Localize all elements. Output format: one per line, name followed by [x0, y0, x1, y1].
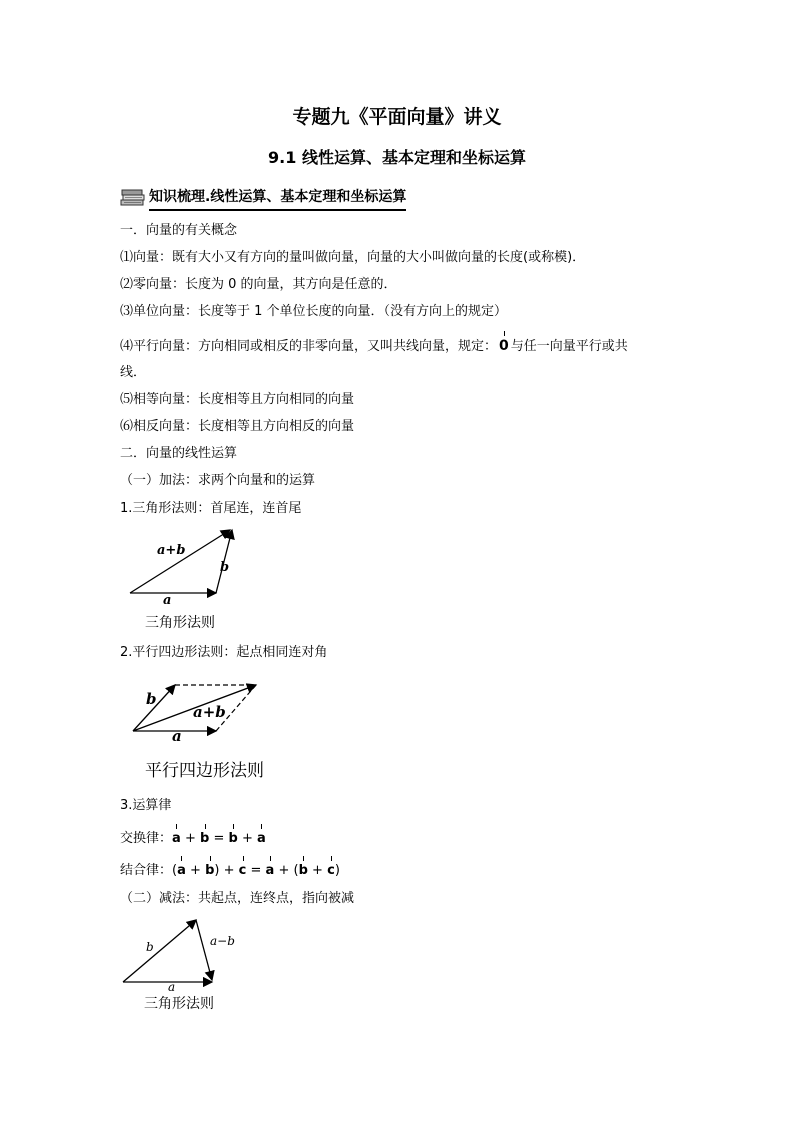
- books-icon: [120, 189, 146, 207]
- concept-unit-vector: ⑶单位向量：长度等于 1 个单位长度的向量．（没有方向上的规定）: [120, 304, 508, 319]
- var-a: a: [177, 863, 186, 878]
- var-c: c: [238, 863, 247, 878]
- concept-zero-vector: ⑵零向量：长度为 0 的向量，其方向是任意的．: [120, 277, 397, 292]
- op-lparen: (: [293, 863, 299, 878]
- op-rparen: ): [334, 863, 340, 878]
- parallel-text-b: 与任一向量平行或共: [510, 339, 628, 354]
- op-lparen: (: [172, 863, 178, 878]
- subtraction-figure: [118, 914, 228, 990]
- part1-heading: 一．向量的有关概念: [120, 223, 238, 238]
- var-b: b: [228, 831, 238, 846]
- var-a: a: [172, 831, 181, 846]
- subtraction-heading: （二）减法：共起点，连终点，指向被减: [120, 891, 355, 906]
- op-plus: +: [241, 831, 253, 846]
- op-eq: =: [250, 863, 262, 878]
- triangle-rule-figure: [120, 520, 260, 612]
- commutative-label: 交换律：: [120, 831, 173, 846]
- concept-parallel-cont: 线．: [120, 365, 147, 380]
- fig1-label-b: b: [220, 560, 230, 575]
- part2-heading: 二．向量的线性运算: [120, 446, 238, 461]
- knowledge-section-label: 知识梳理.线性运算、基本定理和坐标运算: [149, 186, 406, 211]
- section-subtitle: 9.1 线性运算、基本定理和坐标运算: [268, 148, 526, 167]
- var-b: b: [298, 863, 308, 878]
- op-plus: +: [223, 863, 235, 878]
- fig1-caption: 三角形法则: [145, 615, 215, 631]
- var-b: b: [199, 831, 210, 846]
- associative-law: [120, 862, 340, 880]
- vector-diff-arrow: [196, 920, 212, 980]
- op-plus: +: [278, 863, 290, 878]
- concept-equal-vector: ⑸相等向量：长度相等且方向相同的向量: [120, 392, 355, 407]
- vector-sum-arrow: [130, 530, 230, 593]
- fig2-label-b: b: [146, 690, 157, 708]
- addition-heading: （一）加法：求两个向量和的运算: [120, 473, 316, 488]
- laws-heading: 3.运算律: [120, 798, 172, 813]
- triangle-rule-text: 1.三角形法则：首尾连，连首尾: [120, 501, 302, 516]
- concept-opposite-vector: ⑹相反向量：长度相等且方向相反的向量: [120, 419, 355, 434]
- var-a: a: [256, 831, 266, 846]
- var-c: c: [327, 863, 335, 878]
- fig2-label-a: a: [172, 727, 182, 745]
- zero-vector-symbol: 0: [499, 338, 509, 354]
- commutative-law: [120, 830, 266, 848]
- vector-b-arrow: [123, 920, 196, 982]
- fig1-label-sum: a+b: [157, 543, 186, 558]
- concept-parallel-vector: [120, 337, 628, 356]
- parallelogram-rule-text: 2.平行四边形法则：起点相同连对角: [120, 645, 328, 660]
- page-title: 专题九《平面向量》讲义: [292, 106, 502, 128]
- op-plus: +: [312, 863, 323, 878]
- fig2-caption: 平行四边形法则: [145, 761, 264, 781]
- fig3-label-a: a: [168, 980, 176, 994]
- fig3-label-b: b: [146, 940, 154, 954]
- fig3-label-diff: a−b: [210, 934, 235, 948]
- op-eq: =: [213, 831, 225, 846]
- var-b: b: [205, 863, 215, 878]
- var-a: a: [265, 863, 275, 878]
- op-plus: +: [190, 863, 201, 878]
- fig1-label-a: a: [163, 593, 172, 608]
- fig2-label-sum: a+b: [193, 703, 226, 721]
- op-plus: +: [184, 831, 196, 846]
- concept-vector: ⑴向量：既有大小又有方向的量叫做向量，向量的大小叫做向量的长度(或称模)．: [120, 250, 586, 265]
- op-rparen: ): [214, 863, 220, 878]
- parallel-text-a: ⑷平行向量：方向相同或相反的非零向量，又叫共线向量，规定：: [120, 339, 498, 354]
- associative-label: 结合律：: [120, 863, 173, 878]
- fig3-caption: 三角形法则: [144, 996, 214, 1012]
